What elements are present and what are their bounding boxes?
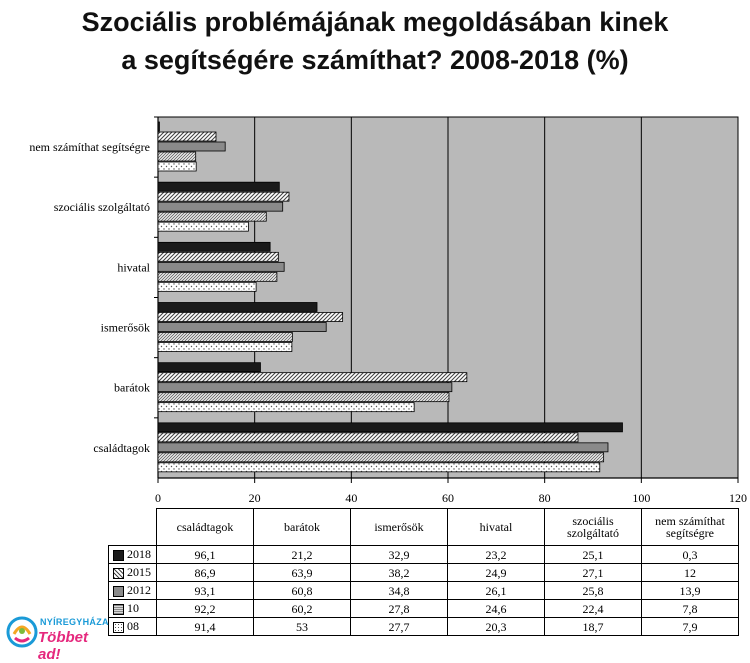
bar-2008 <box>158 403 414 412</box>
table-cell: 26,1 <box>448 582 545 600</box>
x-tick-label: 0 <box>155 491 161 505</box>
logo-mark-icon <box>6 616 38 648</box>
table-cell: 60,8 <box>254 582 351 600</box>
bar-2015 <box>158 252 278 261</box>
bar-2008 <box>158 222 248 231</box>
table-row <box>109 600 739 618</box>
bar-2008 <box>158 343 292 352</box>
x-tick-label: 60 <box>442 491 454 505</box>
chart-title-line-2: a segítségére számíthat? 2008-2018 (%) <box>121 45 629 75</box>
bar-2015 <box>158 433 578 442</box>
x-tick-label: 120 <box>729 491 747 505</box>
table-cell: 23,2 <box>448 546 545 564</box>
table-cell: 91,4 <box>157 618 254 636</box>
table-cell: 0,3 <box>642 546 739 564</box>
bar-2008 <box>158 162 196 171</box>
table-cell: 24,9 <box>448 564 545 582</box>
table-corner <box>109 509 157 546</box>
table-cell: 93,1 <box>157 582 254 600</box>
table-column-header: hivatal <box>448 509 545 546</box>
legend-cell <box>109 600 157 618</box>
legend-cell <box>109 582 157 600</box>
table-cell: 63,9 <box>254 564 351 582</box>
table-cell: 13,9 <box>642 582 739 600</box>
table-cell: 7,9 <box>642 618 739 636</box>
bar-2010 <box>158 272 277 281</box>
table-cell: 12 <box>642 564 739 582</box>
table-column-header: szociális szolgáltató <box>545 509 642 546</box>
legend-cell <box>109 618 157 636</box>
bar-2012 <box>158 323 326 332</box>
table-cell: 60,2 <box>254 600 351 618</box>
x-tick-label: 20 <box>248 491 261 505</box>
table-cell: 24,6 <box>448 600 545 618</box>
bar-2010 <box>158 333 292 342</box>
legend-label: 08 <box>127 619 139 634</box>
table-cell: 18,7 <box>545 618 642 636</box>
bar-2010 <box>158 152 196 161</box>
table-cell: 25,8 <box>545 582 642 600</box>
legend-cell <box>109 546 157 564</box>
legend-label: 2015 <box>127 565 151 580</box>
bar-2018 <box>158 122 159 131</box>
bar-2010 <box>158 453 604 462</box>
table-cell: 34,8 <box>351 582 448 600</box>
category-label: ismerősök <box>100 320 150 335</box>
x-tick-label: 80 <box>538 491 551 505</box>
bar-2015 <box>158 373 467 382</box>
bar-2018 <box>158 242 270 251</box>
bar-2018 <box>158 363 260 372</box>
legend-swatch <box>113 586 124 597</box>
table-cell: 25,1 <box>545 546 642 564</box>
x-tick-label: 40 <box>345 491 358 505</box>
table-cell: 92,2 <box>157 600 254 618</box>
table-cell: 86,9 <box>157 564 254 582</box>
logo-city-text: NYÍREGYHÁZA <box>40 617 109 627</box>
legend-swatch <box>113 622 124 633</box>
data-table <box>108 508 739 636</box>
category-label: barátok <box>114 380 150 395</box>
bar-2018 <box>158 303 317 312</box>
legend-swatch <box>113 568 124 579</box>
table-row <box>109 564 739 582</box>
bar-2010 <box>158 393 449 402</box>
brand-logo <box>4 612 109 663</box>
table-column-header: ismerősök <box>351 509 448 546</box>
bar-2012 <box>158 383 452 392</box>
category-label: hivatal <box>117 260 150 275</box>
legend-swatch <box>113 550 124 561</box>
logo-slogan-text: Többet ad! <box>38 629 88 663</box>
table-column-header: nem számíthat segítségre <box>642 509 739 546</box>
table-cell: 32,9 <box>351 546 448 564</box>
table-cell: 27,8 <box>351 600 448 618</box>
table-column-header: barátok <box>254 509 351 546</box>
legend-label: 10 <box>127 601 139 616</box>
table-cell: 38,2 <box>351 564 448 582</box>
bar-2012 <box>158 262 284 271</box>
bar-2012 <box>158 443 608 452</box>
bar-2012 <box>158 202 283 211</box>
bar-2008 <box>158 282 256 291</box>
table-row <box>109 546 739 564</box>
category-label: nem számíthat segítségre <box>29 140 150 154</box>
bar-2018 <box>158 423 622 432</box>
chart-title-line-1: Szociális problémájának megoldásában kinek <box>81 7 669 37</box>
category-label: szociális szolgáltató <box>53 200 150 215</box>
bar-2015 <box>158 192 289 201</box>
bar-2010 <box>158 212 266 221</box>
bar-2012 <box>158 142 225 151</box>
legend-label: 2018 <box>127 547 151 562</box>
bar-2015 <box>158 132 216 141</box>
table-column-header: családtagok <box>157 509 254 546</box>
bar-2008 <box>158 463 600 472</box>
table-cell: 53 <box>254 618 351 636</box>
table-cell: 96,1 <box>157 546 254 564</box>
category-label: családtagok <box>93 440 150 455</box>
bar-2015 <box>158 313 343 322</box>
legend-swatch <box>113 604 124 615</box>
table-cell: 20,3 <box>448 618 545 636</box>
bar-2018 <box>158 182 279 191</box>
x-tick-label: 100 <box>632 491 651 505</box>
table-cell: 7,8 <box>642 600 739 618</box>
table-row <box>109 618 739 636</box>
legend-cell <box>109 564 157 582</box>
table-cell: 21,2 <box>254 546 351 564</box>
legend-label: 2012 <box>127 583 151 598</box>
table-cell: 27,7 <box>351 618 448 636</box>
table-cell: 27,1 <box>545 564 642 582</box>
table-cell: 22,4 <box>545 600 642 618</box>
table-row <box>109 582 739 600</box>
